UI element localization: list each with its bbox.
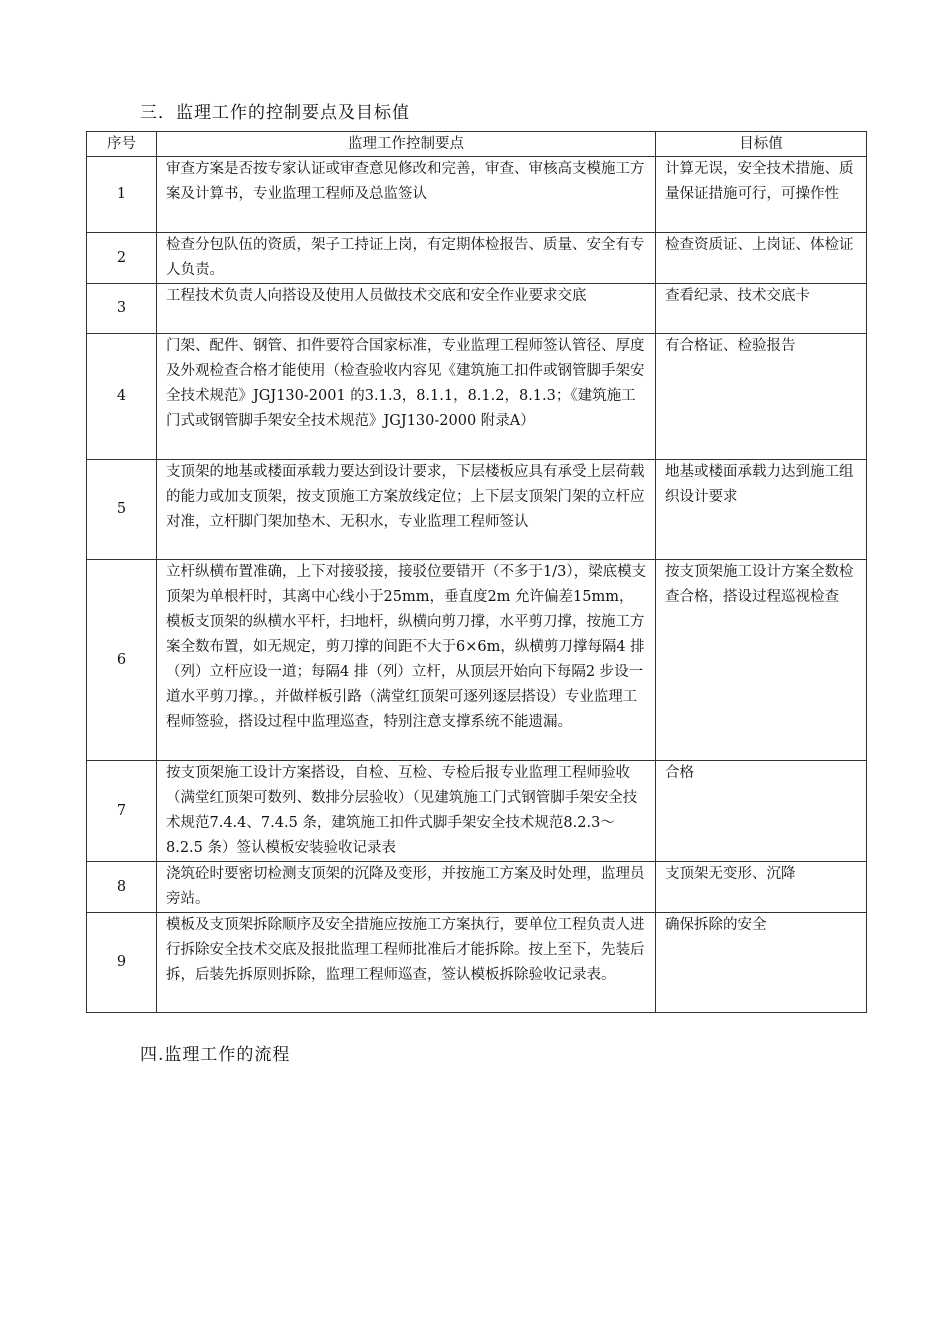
target-value-text: 查看纪录、技术交底卡 bbox=[656, 284, 867, 334]
table-row bbox=[87, 761, 867, 862]
row-number: 2 bbox=[87, 233, 157, 284]
table-row bbox=[87, 460, 867, 560]
row-number: 7 bbox=[87, 761, 157, 862]
control-point-text: 工程技术负责人向搭设及使用人员做技术交底和安全作业要求交底 bbox=[157, 284, 656, 334]
row-number: 6 bbox=[87, 560, 157, 761]
header-seq: 序号 bbox=[87, 132, 157, 157]
header-target-value: 目标值 bbox=[656, 132, 867, 157]
table-row bbox=[87, 157, 867, 233]
table-row bbox=[87, 334, 867, 460]
row-number: 3 bbox=[87, 284, 157, 334]
target-value-text: 有合格证、检验报告 bbox=[656, 334, 867, 460]
control-points-table bbox=[86, 131, 867, 1013]
section-3-title: 三．监理工作的控制要点及目标值 bbox=[140, 103, 410, 123]
table-row bbox=[87, 913, 867, 1013]
target-value-text: 合格 bbox=[656, 761, 867, 862]
control-point-text: 模板及支顶架拆除顺序及安全措施应按施工方案执行，要单位工程负责人进行拆除安全技术交底及报批监理工程师批准后才能拆除。按上至下，先装后拆，后装先拆原则拆除，监理工程师巡查，签认模板拆除验收记录表。 bbox=[157, 913, 656, 1013]
section-4-title: 四.监理工作的流程 bbox=[140, 1045, 291, 1065]
control-point-text: 检查分包队伍的资质，架子工持证上岗，有定期体检报告、质量、安全有专人负责。 bbox=[157, 233, 656, 284]
table-row bbox=[87, 862, 867, 913]
row-number: 9 bbox=[87, 913, 157, 1013]
target-value-text: 支顶架无变形、沉降 bbox=[656, 862, 867, 913]
row-number: 1 bbox=[87, 157, 157, 233]
target-value-text: 计算无误，安全技术措施、质量保证措施可行，可操作性 bbox=[656, 157, 867, 233]
control-point-text: 浇筑砼时要密切检测支顶架的沉降及变形，并按施工方案及时处理，监理员旁站。 bbox=[157, 862, 656, 913]
target-value-text: 检查资质证、上岗证、体检证 bbox=[656, 233, 867, 284]
table-row bbox=[87, 233, 867, 284]
control-point-text: 支顶架的地基或楼面承载力要达到设计要求，下层楼板应具有承受上层荷载的能力或加支顶架，按支顶施工方案放线定位；上下层支顶架门架的立杆应对准，立杆脚门架加垫木、无积水，专业监理工程师签认 bbox=[157, 460, 656, 560]
control-point-text: 立杆纵横布置准确，上下对接驳接，接驳位要错开（不多于1/3），梁底模支顶架为单根杆时，其离中心线小于25mm，垂直度2m 允许偏差15mm，模板支顶架的纵横水平杆，扫地杆，纵横向剪刀撑，水平剪刀撑，按施工方案全数布置，如无规定，剪刀撑的间距不大于6×6m，纵横剪刀撑每隔4 排（列）立杆应设一道；每隔4 排（列）立杆，从顶层开始向下每隔2 步设一道水平剪刀撑。，并做样板引路（满堂红顶架可逐列逐层搭设）专业监理工程师签验，搭设过程中监理巡查，特别注意支撑系统不能遗漏。 bbox=[157, 560, 656, 761]
header-control-point: 监理工作控制要点 bbox=[157, 132, 656, 157]
target-value-text: 按支顶架施工设计方案全数检查合格，搭设过程巡视检查 bbox=[656, 560, 867, 761]
row-number: 4 bbox=[87, 334, 157, 460]
target-value-text: 确保拆除的安全 bbox=[656, 913, 867, 1013]
control-point-text: 审查方案是否按专家认证或审查意见修改和完善，审查、审核高支模施工方案及计算书，专业监理工程师及总监签认 bbox=[157, 157, 656, 233]
target-value-text: 地基或楼面承载力达到施工组织设计要求 bbox=[656, 460, 867, 560]
row-number: 8 bbox=[87, 862, 157, 913]
table-row bbox=[87, 284, 867, 334]
control-point-text: 按支顶架施工设计方案搭设，自检、互检、专检后报专业监理工程师验收（满堂红顶架可数列、数排分层验收）（见建筑施工门式钢管脚手架安全技术规范7.4.4、7.4.5 条，建筑施工扣件式脚手架安全技术规范8.2.3～8.2.5 条）签认模板安装验收记录表 bbox=[157, 761, 656, 862]
control-point-text: 门架、配件、钢管、扣件要符合国家标准，专业监理工程师签认管径、厚度及外观检查合格才能使用（检查验收内容见《建筑施工扣件或钢管脚手架安全技术规范》JGJ130-2001 的3.1.3，8.1.1，8.1.2，8.1.3；《建筑施工门式或钢管脚手架安全技术规范》JGJ130-2000 附录A） bbox=[157, 334, 656, 460]
table-row bbox=[87, 560, 867, 761]
row-number: 5 bbox=[87, 460, 157, 560]
